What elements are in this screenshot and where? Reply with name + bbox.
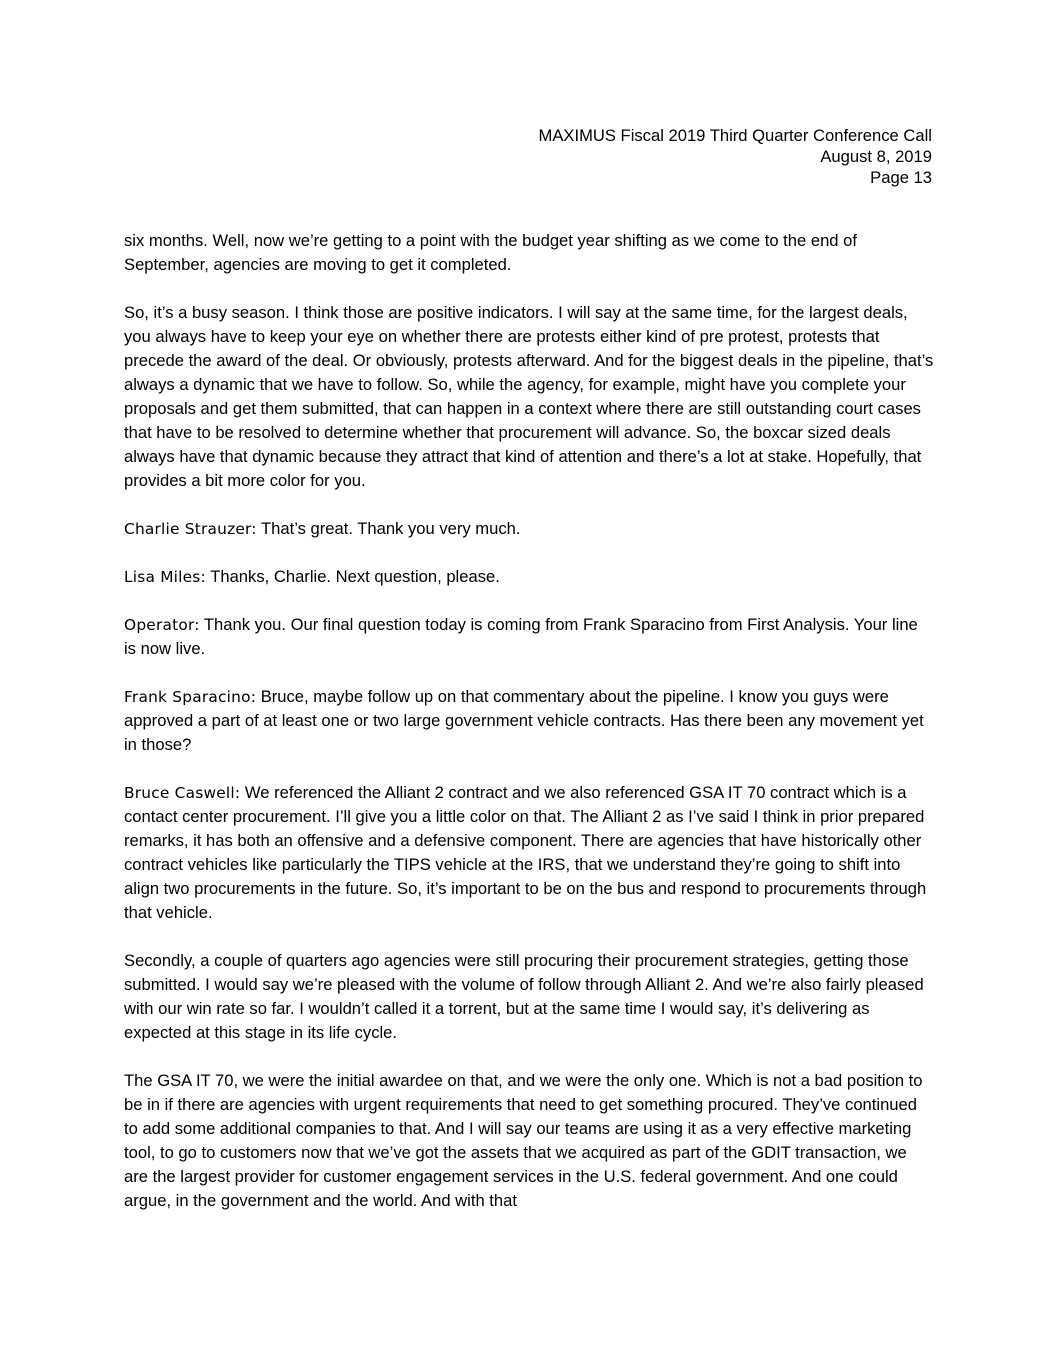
paragraph-text: That’s great. Thank you very much. — [256, 519, 521, 538]
speaker-label: Lisa Miles: — [124, 568, 206, 586]
speaker-label: Bruce Caswell: — [124, 784, 241, 802]
paragraph-text: Secondly, a couple of quarters ago agencies were still procuring their procurement strategies, getting those submitted. I would say we’re pleased with the volume of follow through Alliant 2. And we’re also fairly pleased with our win rate so far. I wouldn’t called it a torrent, but at the same time I would say, it’s delivering as expected at this stage in its life cycle. — [124, 951, 924, 1042]
paragraph — [124, 781, 934, 925]
paragraph — [124, 301, 934, 493]
page-header — [539, 125, 933, 188]
speaker-label: Operator: — [124, 616, 200, 634]
paragraph — [124, 949, 934, 1045]
paragraph-text: Bruce, maybe follow up on that commentary about the pipeline. I know you guys were approved a part of at least one or two large government vehicle contracts. Has there been any movement yet in those? — [124, 687, 924, 754]
paragraph-text: six months. Well, now we’re getting to a point with the budget year shifting as we come to the end of September, agencies are moving to get it completed. — [124, 231, 857, 274]
paragraph — [124, 613, 934, 661]
paragraph-text: We referenced the Alliant 2 contract and we also referenced GSA IT 70 contract which is a contact center procurement. I’ll give you a little color on that. The Alliant 2 as I’ve said I think in prior prepared remarks, it has both an offensive and a defensive component. There are agencies that have historically other contract vehicles like particularly the TIPS vehicle at the IRS, that we understand they’re going to shift into align two procurements in the future. So, it’s important to be on the bus and respond to procurements through that vehicle. — [124, 783, 927, 922]
header-title: MAXIMUS Fiscal 2019 Third Quarter Conference Call — [538, 126, 932, 145]
paragraph-text: The GSA IT 70, we were the initial awardee on that, and we were the only one. Which is not a bad position to be in if there are agencies with urgent requirements that need to get something procured. They’ve continued to add some additional companies to that. And I will say our teams are using it as a very effective marketing tool, to go to customers now that we’ve got the assets that we acquired as part of the GDIT transaction, we are the largest provider for customer engagement services in the U.S. federal government. And one could argue, in the government and the world. And with that — [124, 1071, 923, 1210]
header-page-number: Page 13 — [870, 168, 932, 187]
paragraph — [124, 229, 934, 277]
speaker-label: Frank Sparacino: — [124, 688, 257, 706]
paragraph — [124, 1069, 934, 1213]
paragraph — [124, 685, 934, 757]
transcript-body — [124, 229, 934, 1237]
paragraph-text: Thank you. Our final question today is coming from Frank Sparacino from First Analysis. Your line is now live. — [124, 615, 918, 658]
paragraph-text: Thanks, Charlie. Next question, please. — [205, 567, 500, 586]
speaker-label: Charlie Strauzer: — [124, 520, 257, 538]
paragraph-text: So, it’s a busy season. I think those are positive indicators. I will say at the same time, for the largest deals, you always have to keep your eye on whether there are protests either kind of pre protest, protests that precede the award of the deal. Or obviously, protests afterward. And for the biggest deals in the pipeline, that’s always a dynamic that we have to follow. So, while the agency, for example, might have you complete your proposals and get them submitted, that can happen in a context where there are still outstanding court cases that have to be resolved to determine whether that procurement will advance. So, the boxcar sized deals always have that dynamic because they attract that kind of attention and there’s a lot at stake. Hopefully, that provides a bit more color for you. — [124, 303, 934, 490]
paragraph — [124, 565, 934, 589]
header-date: August 8, 2019 — [820, 147, 932, 166]
paragraph — [124, 517, 934, 541]
